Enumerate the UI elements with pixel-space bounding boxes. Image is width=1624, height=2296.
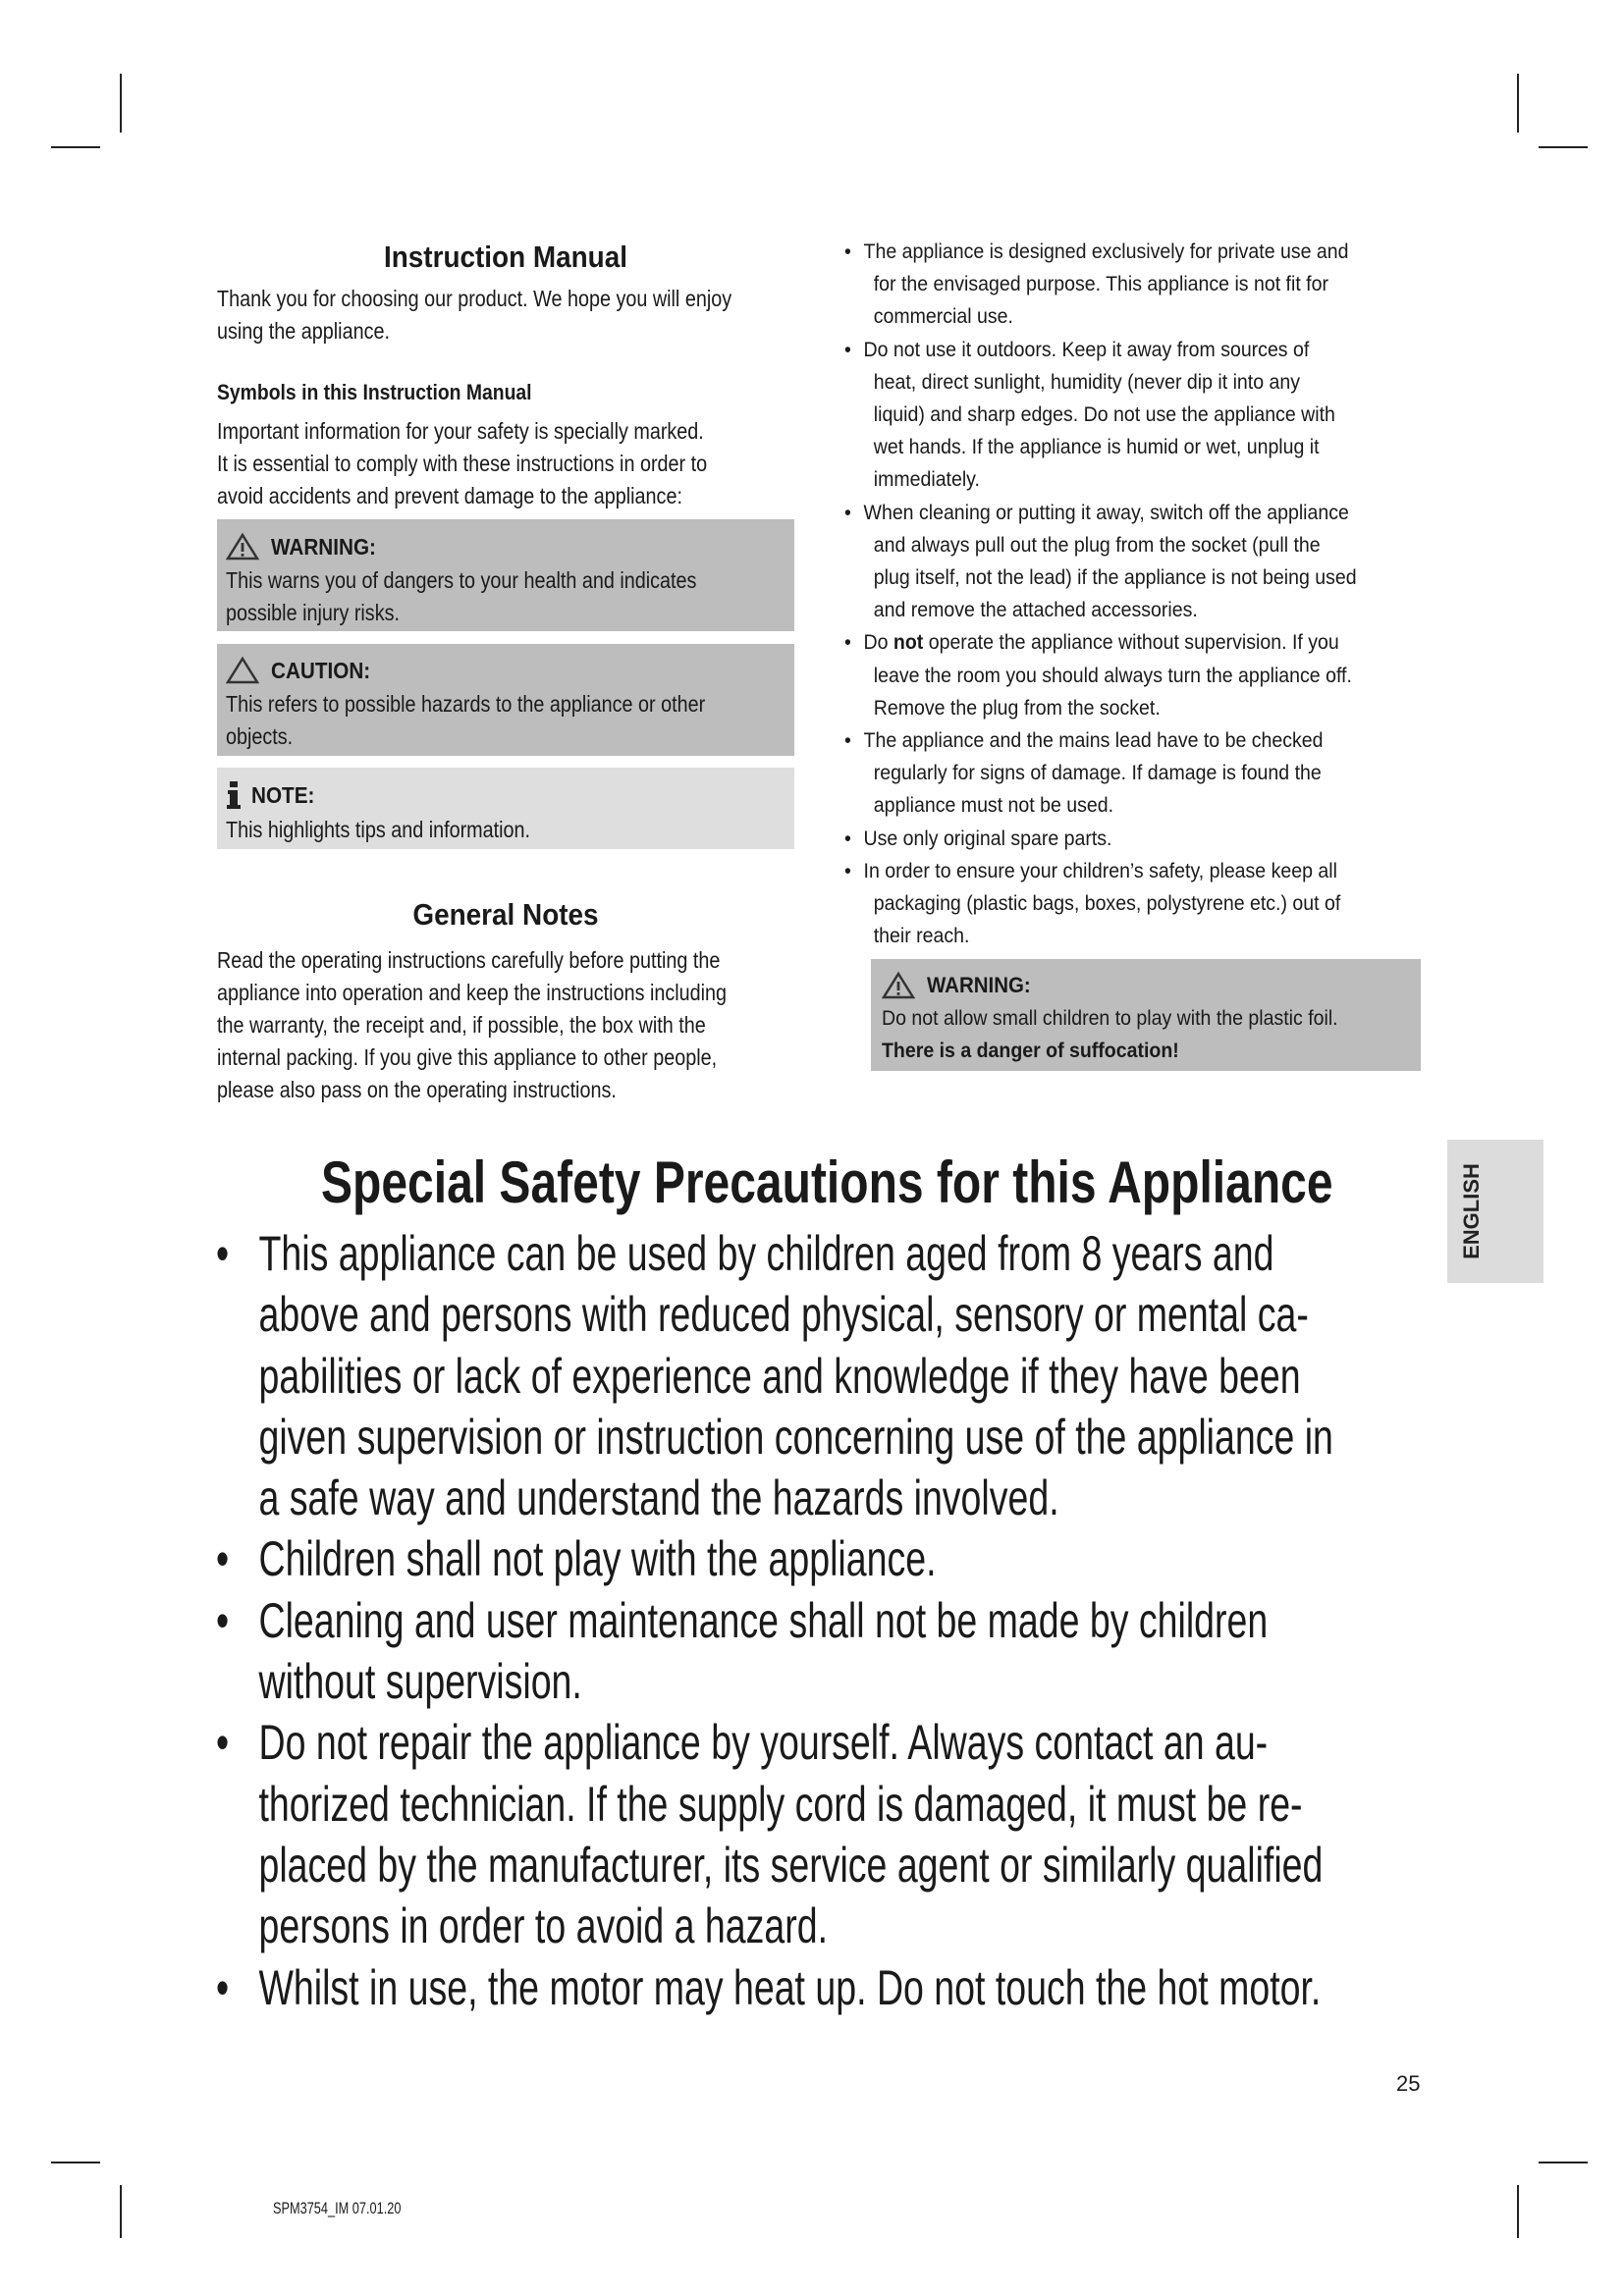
crop-mark: [120, 74, 122, 133]
bullet-line: without supervision.: [258, 1654, 582, 1710]
bullet-line: packaging (plastic bags, boxes, polystyrene etc.) out of: [873, 892, 1341, 916]
note-text: [226, 814, 580, 846]
special-safety-title: Special Safety Precautions for this Appliance: [321, 1149, 1333, 1215]
text-line: Thank you for choosing our product. We hope you will enjoy: [217, 286, 732, 311]
crop-mark: [1539, 2162, 1588, 2163]
bullet-line: their reach.: [873, 925, 970, 948]
caution-triangle-icon: [226, 656, 259, 685]
bullet-icon: •: [216, 1959, 230, 2015]
text-line: This warns you of dangers to your health and indicates: [226, 567, 697, 593]
text-line: internal packing. If you give this appliance to other people,: [217, 1044, 718, 1070]
text-line: appliance into operation and keep the instructions including: [217, 980, 728, 1005]
bullet-icon: •: [844, 729, 851, 753]
caution-text: [226, 688, 784, 753]
symbols-text: [217, 415, 786, 512]
bullet-line: regularly for signs of damage. If damage is found the: [873, 762, 1322, 785]
intro-text: [217, 283, 815, 347]
text-line: Do not allow small children to play with the plastic foil.: [882, 1007, 1338, 1030]
bullet-icon: •: [216, 1715, 230, 1771]
language-tab: [1447, 1140, 1543, 1283]
text-line: avoid accidents and prevent damage to the appliance:: [217, 483, 682, 508]
bullet-icon: •: [844, 338, 851, 361]
info-icon: [226, 781, 242, 809]
bullet-line: • The appliance is designed exclusively for private use and: [844, 236, 1357, 268]
text-line: possible injury risks.: [226, 600, 400, 625]
bullet-icon: •: [216, 1226, 230, 1281]
bullet-line: liquid) and sharp edges. Do not use the appliance with: [873, 403, 1335, 427]
note-label: NOTE:: [251, 781, 315, 808]
caution-box: [217, 644, 794, 756]
bullet-line: and always pull out the plug from the socket (pull the: [873, 533, 1321, 557]
warning-triangle-icon: [226, 532, 259, 561]
language-tab-label: ENGLISH: [1459, 1163, 1484, 1259]
bullet-line: immediately.: [873, 468, 980, 492]
bullet-line: • This appliance can be used by children aged from 8 years and: [216, 1223, 1333, 1284]
suffocation-warning-box: [871, 959, 1421, 1071]
footer-code: SPM3754_IM 07.01.20: [273, 2199, 402, 2217]
text-line: using the appliance.: [217, 318, 390, 344]
bullet-line: • Do not use it outdoors. Keep it away from sources of: [844, 334, 1357, 366]
text-segment: Do: [863, 631, 893, 655]
bullet-line: plug itself, not the lead) if the appliance is not being used: [873, 566, 1357, 590]
bullet-line: placed by the manufacturer, its service agent or similarly qualified: [258, 1837, 1324, 1893]
symbols-heading: Symbols in this Instruction Manual: [217, 380, 532, 404]
bold-text: not: [893, 631, 924, 655]
bullet-line: and remove the attached accessories.: [873, 599, 1198, 622]
text-line: It is essential to comply with these instructions in order to: [217, 451, 708, 476]
suffocation-warning-text: [882, 1002, 1373, 1067]
crop-mark: [51, 2162, 100, 2163]
warning-label: WARNING:: [271, 533, 376, 560]
text-line: Read the operating instructions carefully before putting the: [217, 947, 721, 973]
bullet-line: wet hands. If the appliance is humid or wet, unplug it: [873, 436, 1320, 459]
text-segment: operate the appliance without supervision. If you: [923, 631, 1339, 655]
bullet-line: • Use only original spare parts.: [844, 823, 1357, 855]
bold-text: There is a danger of suffocation!: [882, 1040, 1179, 1063]
bullet-line: above and persons with reduced physical, sensory or mental ca-: [258, 1287, 1309, 1343]
bullet-line: commercial use.: [873, 305, 1013, 329]
caution-label: CAUTION:: [271, 657, 371, 683]
warning-text: [226, 564, 773, 629]
note-box: [217, 768, 794, 849]
bullet-icon: •: [844, 827, 851, 850]
bullet-line: Remove the plug from the socket.: [873, 696, 1161, 720]
bullet-line: leave the room you should always turn the appliance off.: [873, 664, 1352, 687]
bullet-line: • When cleaning or putting it away, switch off the appliance: [844, 497, 1357, 529]
bullet-icon: •: [844, 240, 851, 263]
bullet-icon: •: [216, 1592, 230, 1648]
bullet-line: for the envisaged purpose. This appliance is not fit for: [873, 273, 1328, 296]
warning-box: [217, 519, 794, 631]
bullet-line: appliance must not be used.: [873, 794, 1114, 818]
bullet-line: given supervision or instruction concerning use of the appliance in: [258, 1409, 1333, 1465]
bullet-icon: •: [844, 501, 851, 524]
bullet-icon: •: [216, 1531, 230, 1587]
bullet-line: • Do not repair the appliance by yourself. Always contact an au-: [216, 1712, 1333, 1773]
text-line: the warranty, the receipt and, if possible, the box with the: [217, 1012, 706, 1038]
general-notes-text: [217, 944, 810, 1106]
crop-mark: [1517, 2185, 1519, 2238]
text-line: please also pass on the operating instructions.: [217, 1077, 617, 1102]
bullet-line: • Children shall not play with the appliance.: [216, 1528, 1333, 1589]
bullet-line: heat, direct sunlight, humidity (never dip it into any: [873, 370, 1300, 394]
bullet-icon: •: [844, 859, 851, 882]
bullet-line: • Cleaning and user maintenance shall not be made by children: [216, 1590, 1333, 1651]
bullet-line: thorized technician. If the supply cord is damaged, it must be re-: [258, 1776, 1303, 1832]
text-line: [882, 1035, 1338, 1067]
text-line: This refers to possible hazards to the appliance or other: [226, 691, 706, 717]
bullet-line: • In order to ensure your children’s safety, please keep all: [844, 855, 1357, 887]
crop-mark: [1539, 146, 1588, 148]
bullet-icon: •: [844, 631, 851, 655]
page-number: 25: [1396, 2071, 1421, 2096]
bullet-line: • Whilst in use, the motor may heat up. Do not touch the hot motor.: [216, 1957, 1333, 2018]
general-notes-title: General Notes: [412, 897, 599, 932]
bullet-line: a safe way and understand the hazards involved.: [258, 1470, 1059, 1526]
text-line: This highlights tips and information.: [226, 817, 531, 842]
safety-bullet-list: [844, 236, 1395, 952]
bullet-line: persons in order to avoid a hazard.: [258, 1898, 829, 1954]
crop-mark: [51, 146, 100, 148]
instruction-manual-title: Instruction Manual: [383, 240, 628, 274]
special-safety-list: [216, 1223, 1624, 2018]
bullet-line: [844, 626, 1357, 659]
crop-mark: [120, 2185, 122, 2238]
warning-triangle-icon: [882, 971, 915, 1000]
crop-mark: [1517, 74, 1519, 133]
text-line: Important information for your safety is specially marked.: [217, 418, 704, 444]
text-line: objects.: [226, 723, 294, 749]
bullet-line: • The appliance and the mains lead have to be checked: [844, 724, 1357, 757]
warning-label: WARNING:: [927, 973, 1031, 997]
bullet-line: pabilities or lack of experience and knowledge if they have been: [258, 1348, 1301, 1404]
